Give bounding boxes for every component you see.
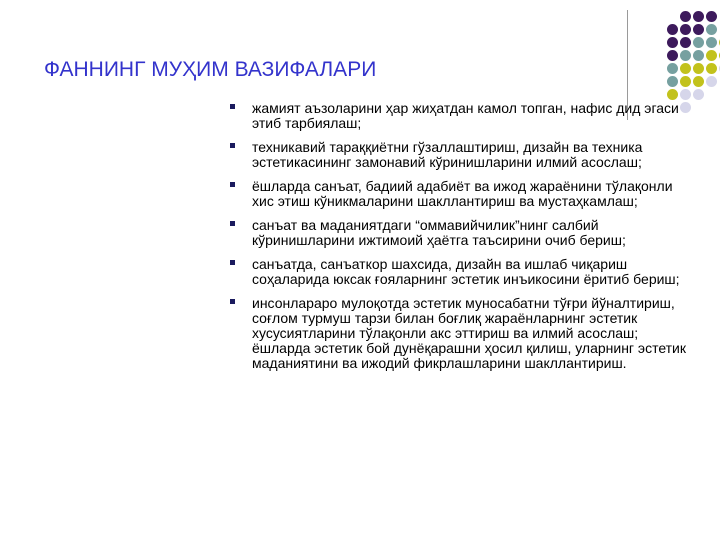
- decorative-dot: [706, 11, 717, 22]
- bullet-text: техникавий тараққиётни гўзаллаштириш, дизайн ва техника эстетикасининг замонавий кўринишларини илмий асослаш;: [252, 139, 643, 170]
- bullet-square-icon: [230, 104, 235, 109]
- decorative-dot: [667, 24, 678, 35]
- decorative-dot: [667, 89, 678, 100]
- decorative-dot: [667, 50, 678, 61]
- decorative-dot: [667, 37, 678, 48]
- slide-title: ФАННИНГ МУҲИМ ВАЗИФАЛАРИ: [44, 58, 377, 81]
- bullet-item: [230, 179, 690, 209]
- decorative-dot: [680, 76, 691, 87]
- decorative-dot: [693, 63, 704, 74]
- bullet-item: [230, 257, 690, 287]
- decorative-dot: [706, 50, 717, 61]
- bullet-item: [230, 296, 690, 371]
- decorative-dot: [693, 76, 704, 87]
- decorative-dot: [693, 24, 704, 35]
- decorative-dot: [706, 63, 717, 74]
- bullet-list: [230, 101, 690, 380]
- decorative-dot: [706, 76, 717, 87]
- bullet-text: ёшларда санъат, бадиий адабиёт ва ижод жараёнини тўлақонли хис этиш кўникмаларини шакллантириш ва мустаҳкамлаш;: [252, 178, 673, 209]
- decorative-dot: [706, 24, 717, 35]
- decorative-dot: [706, 37, 717, 48]
- bullet-item: [230, 101, 690, 131]
- bullet-item: [230, 140, 690, 170]
- bullet-square-icon: [230, 182, 235, 187]
- decorative-dot: [680, 37, 691, 48]
- bullet-item: [230, 218, 690, 248]
- bullet-square-icon: [230, 221, 235, 226]
- decorative-dot: [680, 63, 691, 74]
- bullet-text: инсонлараро мулоқотда эстетик муносабатни тўғри йўналтириш, соғлом турмуш тарзи билан боғлиқ жараёнларнинг эстетик хусусиятларини тўлақонли акс эттириш ва илмий асослаш; ёшларда эстетик бой дунёқарашни ҳосил қилиш, уларнинг эстетик маданиятини ва ижодий фикрлашларини шакллантириш.: [252, 295, 687, 371]
- decorative-dot: [693, 50, 704, 61]
- decorative-dot: [693, 37, 704, 48]
- bullet-square-icon: [230, 143, 235, 148]
- decorative-dot: [693, 11, 704, 22]
- decorative-dot: [680, 89, 691, 100]
- decorative-dot: [693, 89, 704, 100]
- decorative-dot: [680, 24, 691, 35]
- bullet-text: санъатда, санъаткор шахсида, дизайн ва ишлаб чиқариш соҳаларида юксак ғояларнинг эстетик инъикосини ёритиб бериш;: [252, 256, 680, 287]
- decorative-dot: [667, 76, 678, 87]
- bullet-square-icon: [230, 260, 235, 265]
- bullet-text: жамият аъзоларини ҳар жиҳатдан камол топган, нафис дид эгаси этиб тарбиялаш;: [252, 100, 679, 131]
- bullet-square-icon: [230, 299, 235, 304]
- decorative-dot: [680, 50, 691, 61]
- decorative-dot: [667, 63, 678, 74]
- bullet-text: санъат ва маданиятдаги “оммавийчилик”нинг салбий кўринишларини ижтимоий ҳаётга таъсирини очиб бериш;: [252, 217, 626, 248]
- decorative-dot: [680, 11, 691, 22]
